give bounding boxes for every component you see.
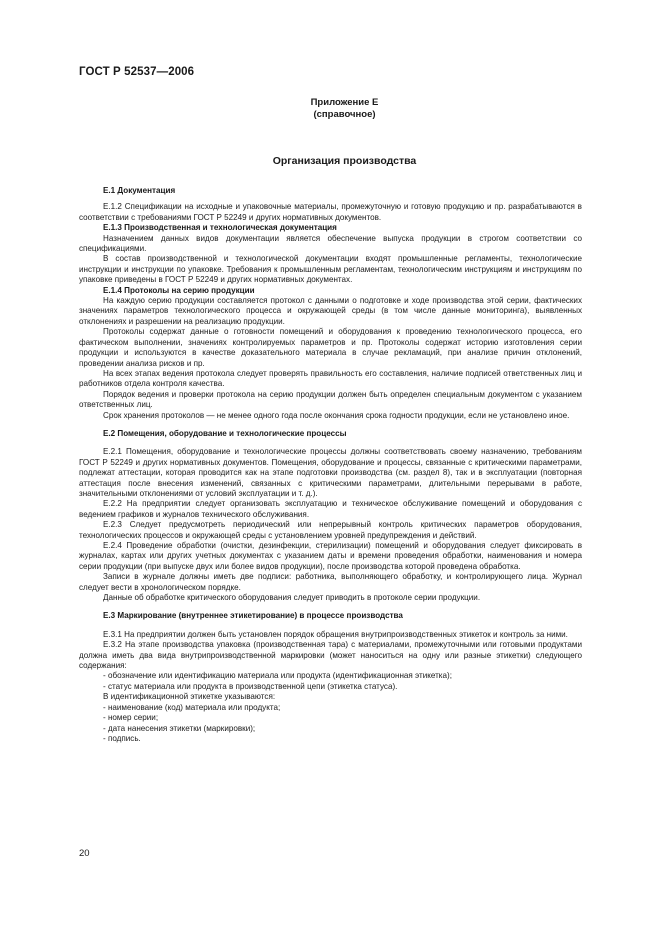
paragraph-e2-4: Е.2.4 Проведение обработки (очистки, дезинфекции, стерилизации) помещений и оборудования следует фиксировать в журналах, картах или других учетных документах с указанием даты и времени проведения обработки, наименования и номера серии продукции (при выпуске двух или более видов продукции), после производства которой проведена обработка. [79,541,582,571]
list-item: - обозначение или идентификацию материала или продукта (идентификационная этикетка); [103,671,452,681]
document-body [79,186,582,744]
subsection-heading-e1-3: Е.1.3 Производственная и технологическая документация [103,223,337,233]
annex-subtitle: (справочное) [313,109,376,120]
paragraph: На каждую серию продукции составляется протокол с данными о подготовке и ходе производства этой серии, фактических значениях параметров технологического процесса и окружающей среды (в том числе данные мониторинга), выявленных отклонениях и разрешении на реализацию продукции. [79,296,582,326]
section-heading-e3: Е.3 Маркирование (внутреннее этикетирование) в процессе производства [103,611,403,621]
page-number: 20 [79,848,90,859]
paragraph-e3-2: Е.3.2 На этапе производства упаковка (производственная тара) с материалами, промежуточными или готовыми продуктами должна иметь два вида внутрипроизводственной маркировки (может наноситься на одну или разные этикетки) следующего содержания: [79,640,582,671]
page-title: Организация производства [272,155,417,167]
paragraph: Записи в журнале должны иметь две подписи: работника, выполняющего обработку, и контролирующего лица. Журнал следует вести в хронологическом порядке. [79,572,582,592]
list-item: - наименование (код) материала или продукта; [103,702,281,712]
paragraph-e2-3: Е.2.3 Следует предусмотреть периодический или непрерывный контроль критических параметров оборудования, технологических процессов и окружающей среды с установлением уровней предупреждения и действий. [79,520,582,540]
section-heading-e1: Е.1 Документация [103,186,176,195]
list-item: - номер серии; [103,713,159,723]
paragraph: В состав производственной и технологической документации входят промышленные регламенты, технологические инструкции и инструкции по упаковке. Требования к промышленным регламентам, технологическим инструкциям и инструкциям по упаковке приведены в ГОСТ Р 52249 и других нормативных документах. [79,254,582,285]
document-code: ГОСТ Р 52537—2006 [79,66,195,78]
paragraph-e2-2: Е.2.2 На предприятии следует организовать эксплуатацию и техническое обслуживание помещений и оборудования с ведением графиков и журналов технического обслуживания. [79,499,582,519]
paragraph: Порядок ведения и проверки протокола на серию продукции должен быть определен специальным документом с указанием ответственных лиц. [79,389,582,410]
list-item: - подпись. [103,733,141,743]
list-item: - дата нанесения этикетки (маркировки); [103,723,256,733]
paragraph: На всех этапах ведения протокола следует проверять правильность его составления, наличие подписей ответственных лиц и работников отдела контроля качества. [79,368,582,389]
paragraph-e3-1: Е.3.1 На предприятии должен быть установлен порядок обращения внутрипроизводственных этикеток и контроль за ними. [103,629,568,639]
paragraph: Срок хранения протоколов — не менее одного года после окончания срока годности продукции, если не установлено иное. [103,410,570,420]
paragraph: Назначением данных видов документации является обеспечение выпуска продукции в строгом соответствии со спецификациями. [79,233,582,254]
list-item: - статус материала или продукта в производственной цепи (этикетка статуса). [103,681,398,691]
annex-title: Приложение Е [310,97,379,108]
paragraph: Протоколы содержат данные о готовности помещений и оборудования к проведению технологического процесса, его фактическом выполнении, значениях контролируемых параметров и пр. Протоколы содержат историю изготовления серии продукции и используются в качестве доказательного материала в случае рекламаций, при анализе причин отклонений, проведении анализа рисков и пр. [79,327,582,368]
paragraph-e1-2: Е.1.2 Спецификации на исходные и упаковочные материалы, промежуточную и готовую продукцию и пр. разрабатываются в соответствии с требованиями ГОСТ Р 52249 и других нормативных документов. [79,202,582,222]
subsection-heading-e1-4: Е.1.4 Протоколы на серию продукции [103,285,255,295]
paragraph-e2-1: Е.2.1 Помещения, оборудование и технологические процессы должны соответствовать своему назначению, требованиям ГОСТ Р 52249 и других нормативных документов. Помещения, оборудование и процессы, связанные с критическими параметрами, подлежат аттестации, которая проводится как на этапе подготовки производства (см. раздел 8), так и в эксплуатации (повторная аттестация после внесения изменений, связанных с критическими параметрами, длительными перерывами в работе, значительными отклонениями от условий эксплуатации и т. д.). [79,447,582,498]
paragraph: Данные об обработке критического оборудования следует приводить в протоколе серии продукции. [103,593,481,603]
section-heading-e2: Е.2 Помещения, оборудование и технологические процессы [103,428,347,438]
paragraph: В идентификационной этикетке указываются: [103,692,276,702]
